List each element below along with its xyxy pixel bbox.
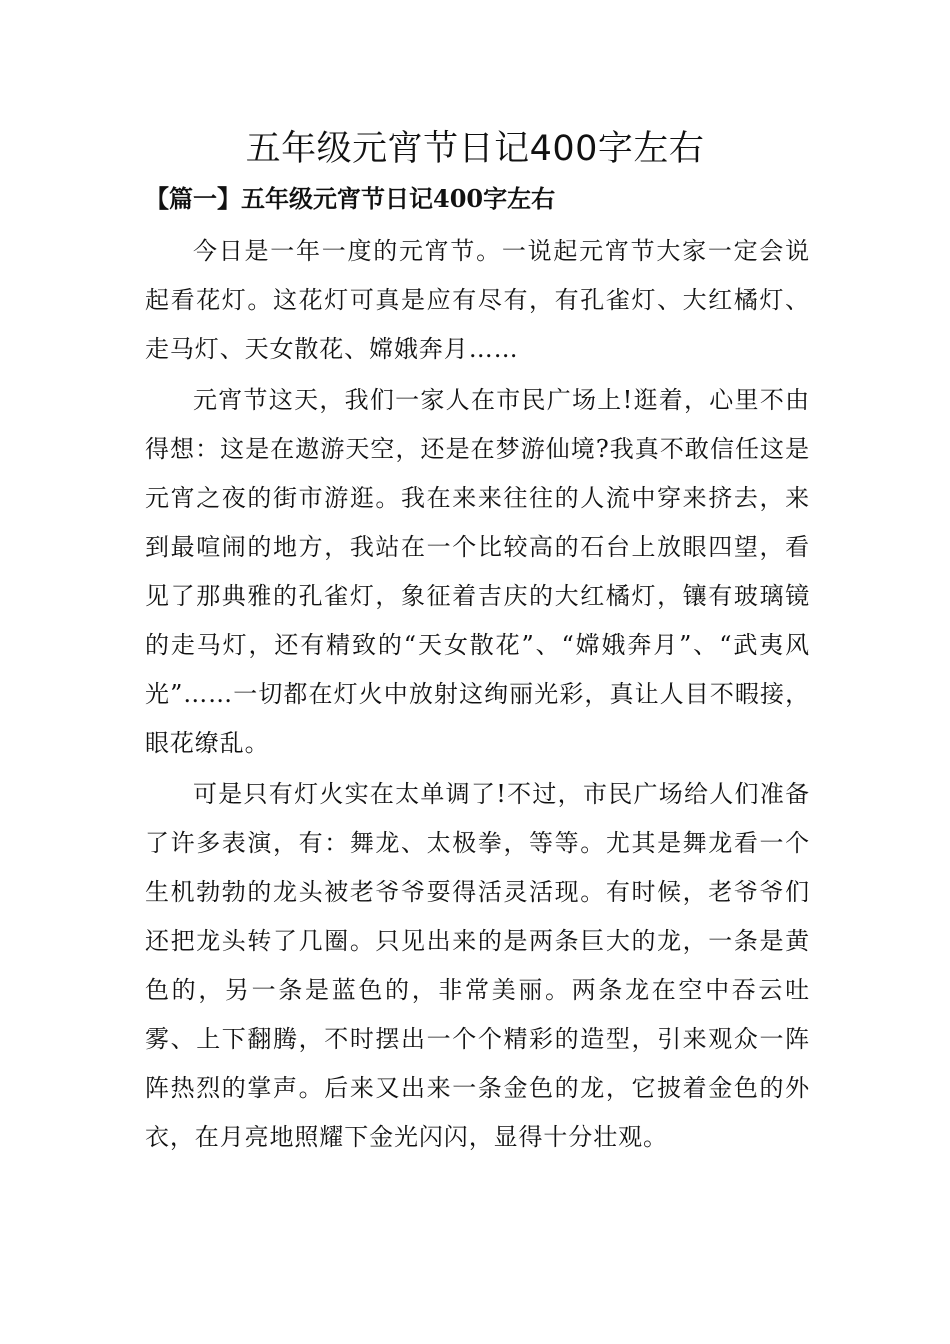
paragraph-2: 元宵节这天，我们一家人在市民广场上!逛着，心里不由得想：这是在遨游天空，还是在梦游仙境?我真不敢信任这是元宵之夜的街市游逛。我在来来往往的人流中穿来挤去，来到最喧闹的地方，我站在一个比较高的石台上放眼四望，看见了那典雅的孔雀灯，象征着吉庆的大红橘灯，镶有玻璃镜的走马灯，还有精致的“天女散花”、“嫦娥奔月”、“武夷风光”……一切都在灯火中放射这绚丽光彩，真让人目不暇接，眼花缭乱。 xyxy=(145,386,810,757)
paragraph-1: 今日是一年一度的元宵节。一说起元宵节大家一定会说起看花灯。这花灯可真是应有尽有，有孔雀灯、大红橘灯、走马灯、天女散花、嫦娥奔月…… xyxy=(145,237,810,363)
paragraph-3: 可是只有灯火实在太单调了!不过，市民广场给人们准备了许多表演，有：舞龙、太极拳，等等。尤其是舞龙看一个生机勃勃的龙头被老爷爷耍得活灵活现。有时候，老爷爷们还把龙头转了几圈。只见出来的是两条巨大的龙，一条是黄色的，另一条是蓝色的，非常美丽。两条龙在空中吞云吐雾、上下翻腾，不时摆出一个个精彩的造型，引来观众一阵阵热烈的掌声。后来又出来一条金色的龙，它披着金色的外衣，在月亮地照耀下金光闪闪，显得十分壮观。 xyxy=(145,780,810,1151)
document-title: 五年级元宵节日记400字左右 xyxy=(245,129,705,169)
document-body xyxy=(145,227,810,1164)
section-heading: 【篇一】五年级元宵节日记400字左右 xyxy=(145,184,556,213)
